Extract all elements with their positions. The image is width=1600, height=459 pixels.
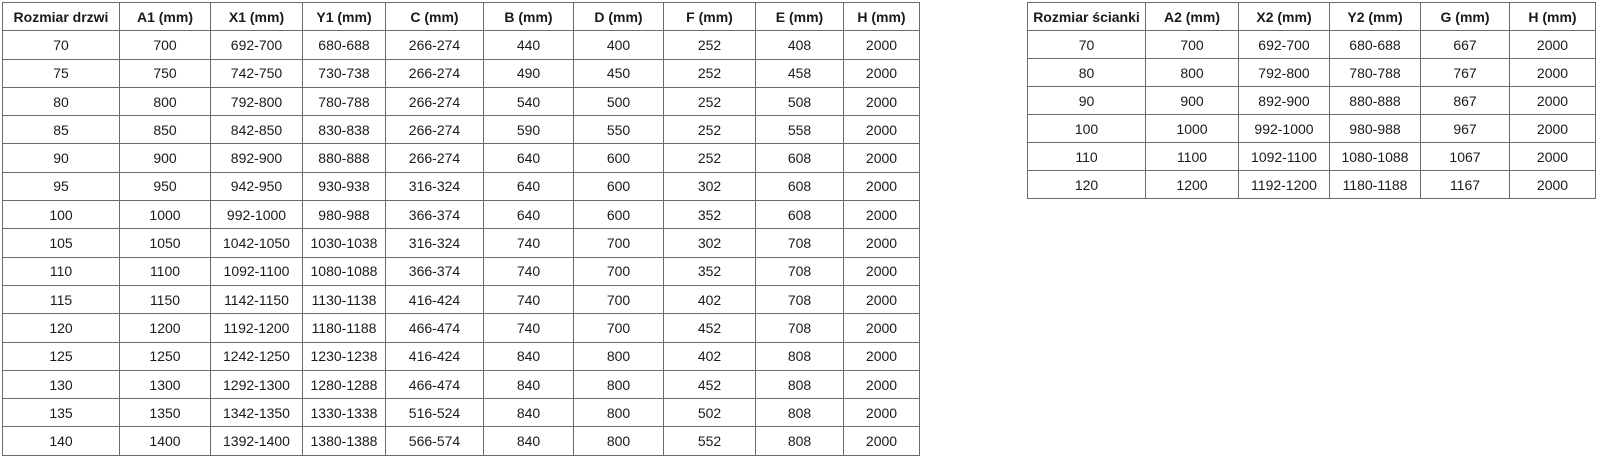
table-cell: 980-988 <box>1330 115 1421 143</box>
header-cell: B (mm) <box>484 3 574 31</box>
table-cell: 316-324 <box>386 172 484 200</box>
table-cell: 740 <box>484 285 574 313</box>
table-cell: 2000 <box>1510 115 1596 143</box>
table-cell: 400 <box>574 31 664 59</box>
table-cell: 1167 <box>1421 171 1510 199</box>
table-row <box>3 87 920 115</box>
table-cell: 316-324 <box>386 229 484 257</box>
table-row <box>3 229 920 257</box>
table-cell: 1242-1250 <box>211 342 303 370</box>
table-cell: 100 <box>1028 115 1146 143</box>
table-cell: 992-1000 <box>211 201 303 229</box>
table-cell: 550 <box>574 116 664 144</box>
table-cell: 792-800 <box>211 87 303 115</box>
table-cell: 767 <box>1421 59 1510 87</box>
table-cell: 840 <box>484 370 574 398</box>
table-cell: 930-938 <box>303 172 386 200</box>
table-cell: 135 <box>3 399 120 427</box>
table-cell: 880-888 <box>1330 87 1421 115</box>
table-cell: 1300 <box>120 370 211 398</box>
table-cell: 120 <box>1028 171 1146 199</box>
table-row <box>1028 87 1596 115</box>
table-cell: 490 <box>484 59 574 87</box>
table-cell: 1280-1288 <box>303 370 386 398</box>
table-cell: 366-374 <box>386 201 484 229</box>
table-cell: 110 <box>1028 143 1146 171</box>
table-cell: 700 <box>574 314 664 342</box>
table-cell: 792-800 <box>1239 59 1330 87</box>
table-cell: 252 <box>664 116 756 144</box>
door-size-table <box>2 2 920 456</box>
table-cell: 2000 <box>1510 59 1596 87</box>
table-cell: 750 <box>120 59 211 87</box>
table-cell: 466-474 <box>386 370 484 398</box>
table-cell: 508 <box>756 87 844 115</box>
table-cell: 808 <box>756 427 844 455</box>
table-cell: 708 <box>756 257 844 285</box>
table-cell: 1092-1100 <box>1239 143 1330 171</box>
table-cell: 800 <box>574 342 664 370</box>
table-cell: 892-900 <box>1239 87 1330 115</box>
table-cell: 692-700 <box>211 31 303 59</box>
table-cell: 980-988 <box>303 201 386 229</box>
table-cell: 2000 <box>844 257 920 285</box>
table-cell: 740 <box>484 229 574 257</box>
table-cell: 1350 <box>120 399 211 427</box>
table-cell: 558 <box>756 116 844 144</box>
table-cell: 700 <box>574 229 664 257</box>
table-cell: 608 <box>756 201 844 229</box>
table-row <box>3 31 920 59</box>
table-cell: 366-374 <box>386 257 484 285</box>
table-cell: 692-700 <box>1239 31 1330 59</box>
table-cell: 808 <box>756 342 844 370</box>
table-cell: 452 <box>664 314 756 342</box>
table-cell: 416-424 <box>386 285 484 313</box>
table-cell: 466-474 <box>386 314 484 342</box>
table-cell: 1000 <box>1146 115 1239 143</box>
header-cell: H (mm) <box>1510 3 1596 31</box>
table-cell: 1342-1350 <box>211 399 303 427</box>
table-cell: 100 <box>3 201 120 229</box>
header-cell: Rozmiar ścianki <box>1028 3 1146 31</box>
table-cell: 808 <box>756 370 844 398</box>
table-cell: 566-574 <box>386 427 484 455</box>
table-cell: 1380-1388 <box>303 427 386 455</box>
table-cell: 402 <box>664 285 756 313</box>
table-cell: 500 <box>574 87 664 115</box>
header-cell: Rozmiar drzwi <box>3 3 120 31</box>
table-cell: 450 <box>574 59 664 87</box>
table-cell: 302 <box>664 172 756 200</box>
table-cell: 2000 <box>844 370 920 398</box>
table-cell: 800 <box>1146 59 1239 87</box>
table-row <box>1028 31 1596 59</box>
table-cell: 85 <box>3 116 120 144</box>
table-cell: 266-274 <box>386 144 484 172</box>
header-cell: C (mm) <box>386 3 484 31</box>
header-cell: Y1 (mm) <box>303 3 386 31</box>
table-cell: 115 <box>3 285 120 313</box>
table-cell: 1250 <box>120 342 211 370</box>
table-cell: 402 <box>664 342 756 370</box>
table-cell: 1042-1050 <box>211 229 303 257</box>
table-cell: 2000 <box>844 229 920 257</box>
table-cell: 105 <box>3 229 120 257</box>
table-row <box>1028 171 1596 199</box>
table-cell: 880-888 <box>303 144 386 172</box>
table-cell: 708 <box>756 229 844 257</box>
table-cell: 2000 <box>844 144 920 172</box>
table-cell: 1000 <box>120 201 211 229</box>
header-cell: X2 (mm) <box>1239 3 1330 31</box>
table-cell: 942-950 <box>211 172 303 200</box>
header-cell: Y2 (mm) <box>1330 3 1421 31</box>
header-cell: E (mm) <box>756 3 844 31</box>
table-cell: 1230-1238 <box>303 342 386 370</box>
table-cell: 1092-1100 <box>211 257 303 285</box>
table-cell: 552 <box>664 427 756 455</box>
table-row <box>3 370 920 398</box>
table-cell: 808 <box>756 399 844 427</box>
table-cell: 600 <box>574 144 664 172</box>
header-row <box>3 3 920 31</box>
table-cell: 840 <box>484 427 574 455</box>
table-cell: 700 <box>1146 31 1239 59</box>
table-cell: 2000 <box>844 201 920 229</box>
table-cell: 2000 <box>1510 143 1596 171</box>
table-cell: 70 <box>1028 31 1146 59</box>
table-cell: 800 <box>120 87 211 115</box>
table-row <box>3 172 920 200</box>
table-cell: 1200 <box>1146 171 1239 199</box>
table-cell: 1100 <box>120 257 211 285</box>
table-cell: 800 <box>574 370 664 398</box>
table-cell: 75 <box>3 59 120 87</box>
table-cell: 302 <box>664 229 756 257</box>
table-cell: 266-274 <box>386 116 484 144</box>
table-cell: 2000 <box>844 87 920 115</box>
wall-size-table <box>1027 2 1596 199</box>
table-cell: 967 <box>1421 115 1510 143</box>
table-row <box>3 201 920 229</box>
table-cell: 780-788 <box>303 87 386 115</box>
table-cell: 742-750 <box>211 59 303 87</box>
table-cell: 1100 <box>1146 143 1239 171</box>
table-cell: 608 <box>756 144 844 172</box>
table-row <box>3 257 920 285</box>
table-row <box>3 59 920 87</box>
table-cell: 1130-1138 <box>303 285 386 313</box>
table-cell: 266-274 <box>386 87 484 115</box>
table-cell: 2000 <box>1510 31 1596 59</box>
table-cell: 2000 <box>844 172 920 200</box>
table-cell: 252 <box>664 144 756 172</box>
table-cell: 252 <box>664 87 756 115</box>
table-cell: 780-788 <box>1330 59 1421 87</box>
table-cell: 2000 <box>1510 87 1596 115</box>
table-cell: 2000 <box>1510 171 1596 199</box>
table-cell: 950 <box>120 172 211 200</box>
table-cell: 840 <box>484 342 574 370</box>
table-cell: 608 <box>756 172 844 200</box>
table-cell: 640 <box>484 201 574 229</box>
table-row <box>3 285 920 313</box>
header-cell: F (mm) <box>664 3 756 31</box>
table-cell: 1067 <box>1421 143 1510 171</box>
table-cell: 830-838 <box>303 116 386 144</box>
header-cell: H (mm) <box>844 3 920 31</box>
table-cell: 900 <box>1146 87 1239 115</box>
header-cell: D (mm) <box>574 3 664 31</box>
header-cell: A2 (mm) <box>1146 3 1239 31</box>
table-cell: 1200 <box>120 314 211 342</box>
table-cell: 502 <box>664 399 756 427</box>
table-cell: 408 <box>756 31 844 59</box>
table-cell: 1180-1188 <box>303 314 386 342</box>
table-cell: 2000 <box>844 399 920 427</box>
table-cell: 252 <box>664 59 756 87</box>
table-cell: 516-524 <box>386 399 484 427</box>
table-cell: 708 <box>756 314 844 342</box>
table-cell: 700 <box>120 31 211 59</box>
table-cell: 590 <box>484 116 574 144</box>
table-cell: 2000 <box>844 314 920 342</box>
table-cell: 125 <box>3 342 120 370</box>
table-cell: 130 <box>3 370 120 398</box>
table-cell: 352 <box>664 201 756 229</box>
table-cell: 440 <box>484 31 574 59</box>
header-cell: A1 (mm) <box>120 3 211 31</box>
table-cell: 680-688 <box>303 31 386 59</box>
table-row <box>3 116 920 144</box>
table-cell: 1400 <box>120 427 211 455</box>
table-cell: 730-738 <box>303 59 386 87</box>
table-cell: 992-1000 <box>1239 115 1330 143</box>
table-cell: 892-900 <box>211 144 303 172</box>
table-cell: 800 <box>574 399 664 427</box>
table-cell: 740 <box>484 257 574 285</box>
table-cell: 1080-1088 <box>303 257 386 285</box>
table-cell: 667 <box>1421 31 1510 59</box>
table-cell: 1080-1088 <box>1330 143 1421 171</box>
table-cell: 2000 <box>844 285 920 313</box>
table-cell: 1292-1300 <box>211 370 303 398</box>
table-cell: 700 <box>574 257 664 285</box>
table-cell: 1330-1338 <box>303 399 386 427</box>
table-cell: 140 <box>3 427 120 455</box>
table-cell: 700 <box>574 285 664 313</box>
table-cell: 80 <box>1028 59 1146 87</box>
table-cell: 2000 <box>844 116 920 144</box>
table-cell: 1192-1200 <box>211 314 303 342</box>
table-cell: 80 <box>3 87 120 115</box>
table-cell: 266-274 <box>386 31 484 59</box>
table-cell: 708 <box>756 285 844 313</box>
table-row <box>3 342 920 370</box>
table-cell: 70 <box>3 31 120 59</box>
table-cell: 266-274 <box>386 59 484 87</box>
table-cell: 458 <box>756 59 844 87</box>
table-cell: 2000 <box>844 342 920 370</box>
table-row <box>1028 143 1596 171</box>
table-cell: 640 <box>484 172 574 200</box>
table-row <box>3 399 920 427</box>
table-cell: 2000 <box>844 59 920 87</box>
table-row <box>3 427 920 455</box>
table-cell: 1180-1188 <box>1330 171 1421 199</box>
table-cell: 1142-1150 <box>211 285 303 313</box>
table-cell: 740 <box>484 314 574 342</box>
table-cell: 1192-1200 <box>1239 171 1330 199</box>
table-cell: 600 <box>574 201 664 229</box>
table-row <box>3 314 920 342</box>
table-cell: 1392-1400 <box>211 427 303 455</box>
header-row <box>1028 3 1596 31</box>
table-cell: 680-688 <box>1330 31 1421 59</box>
table-cell: 540 <box>484 87 574 115</box>
table-cell: 1150 <box>120 285 211 313</box>
table-cell: 452 <box>664 370 756 398</box>
table-cell: 90 <box>1028 87 1146 115</box>
table-cell: 2000 <box>844 31 920 59</box>
table-cell: 850 <box>120 116 211 144</box>
table-row <box>1028 59 1596 87</box>
table-cell: 120 <box>3 314 120 342</box>
table-cell: 2000 <box>844 427 920 455</box>
table-cell: 900 <box>120 144 211 172</box>
table-cell: 1050 <box>120 229 211 257</box>
table-cell: 842-850 <box>211 116 303 144</box>
table-cell: 800 <box>574 427 664 455</box>
table-cell: 416-424 <box>386 342 484 370</box>
table-cell: 90 <box>3 144 120 172</box>
table-cell: 1030-1038 <box>303 229 386 257</box>
table-cell: 600 <box>574 172 664 200</box>
table-cell: 95 <box>3 172 120 200</box>
table-row <box>1028 115 1596 143</box>
table-cell: 867 <box>1421 87 1510 115</box>
table-cell: 352 <box>664 257 756 285</box>
header-cell: G (mm) <box>1421 3 1510 31</box>
header-cell: X1 (mm) <box>211 3 303 31</box>
table-cell: 110 <box>3 257 120 285</box>
table-cell: 640 <box>484 144 574 172</box>
table-cell: 840 <box>484 399 574 427</box>
table-cell: 252 <box>664 31 756 59</box>
table-row <box>3 144 920 172</box>
